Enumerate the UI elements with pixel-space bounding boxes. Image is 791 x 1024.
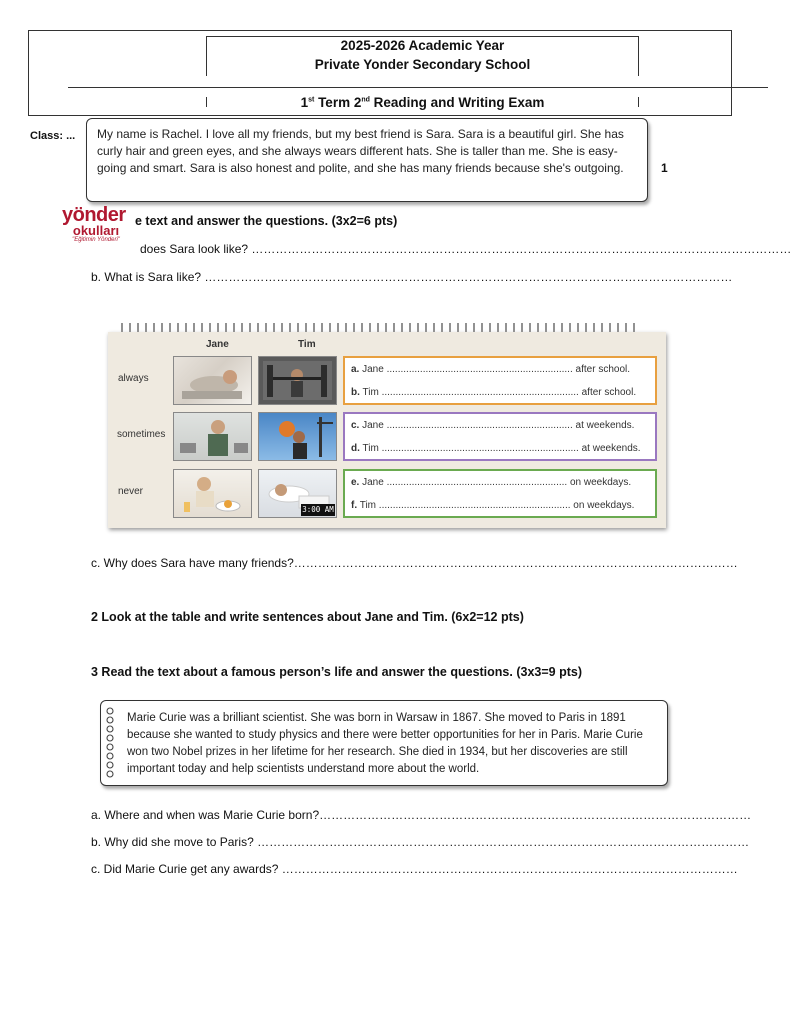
row-sometimes: sometimes	[117, 429, 166, 440]
logo-wordmark: yönder	[62, 204, 126, 226]
academic-year: 2025-2026 Academic Year	[340, 38, 505, 53]
q3-question-a: a. Where and when was Marie Curie born?………………………………………………………………………………………………	[91, 808, 752, 822]
row-never: never	[118, 486, 144, 497]
line-c[interactable]: c. Jane ................................................................... at weekends.	[351, 420, 635, 431]
spiral-edge	[103, 705, 117, 783]
q1-question-b: b. What is Sara like? ……………………………………………………………………………………………………………………	[91, 270, 733, 284]
q3-question-c: c. Did Marie Curie get any awards? ……………………………………………………………………………………………………	[91, 862, 738, 876]
line-e[interactable]: e. Jane ................................................................. on weekdays.	[351, 477, 632, 488]
logo-tagline: "Eğitimin Yönderi"	[72, 237, 120, 243]
jane-sports-image	[173, 412, 252, 461]
header-divider	[68, 87, 768, 88]
school-name: Private Yonder Secondary School	[314, 57, 531, 72]
q1-passage: My name is Rachel. I love all my friends, but my best friend is Sara. Sara is a beautiful girl. She has curly hair and green eyes, and she always wears different hats. She is taller than me. She is easy-going and smart. Sara is also honest and polite, and she has many friends because she's outgoing.	[97, 127, 624, 175]
jane-relaxing-image	[173, 356, 252, 405]
clock-display: 3:00 AM	[302, 505, 334, 514]
line-f[interactable]: f. Tim ..................................................................... on weekdays.	[351, 500, 635, 511]
answer-box-never	[343, 469, 657, 518]
exam-title: 1st Term 2nd Reading and Writing Exam	[300, 95, 545, 110]
line-b[interactable]: b. Tim ....................................................................... after school.	[351, 387, 637, 398]
q1-instruction: e text and answer the questions. (3x2=6 pts)	[135, 214, 398, 228]
question-1-number: 1	[661, 161, 668, 175]
school-logo	[62, 206, 130, 250]
q1-question-a: does Sara look like? ………………………………………………………………………………………………………………………	[140, 242, 791, 256]
class-label: Class: ...	[30, 130, 76, 142]
q2-heading: 2 Look at the table and write sentences about Jane and Tim. (6x2=12 pts)	[91, 610, 524, 624]
q3-passage-box	[100, 700, 668, 786]
answer-box-always	[343, 356, 657, 405]
q3-question-b: b. Why did she move to Paris? ……………………………………………………………………………………………………………	[91, 835, 750, 849]
column-tim: Tim	[298, 339, 316, 350]
row-always: always	[118, 373, 149, 384]
column-jane: Jane	[206, 339, 229, 350]
q3-heading: 3 Read the text about a famous person’s life and answer the questions. (3x3=9 pts)	[91, 665, 582, 679]
q1-passage-box	[86, 118, 648, 202]
q1-question-c: c. Why does Sara have many friends?…………………………………………………………………………………………………	[91, 556, 738, 570]
jane-breakfast-image	[173, 469, 252, 518]
tim-basketball-image	[258, 412, 337, 461]
q3-passage: Marie Curie was a brilliant scientist. She was born in Warsaw in 1867. She moved to Paris in 1891 because she wanted to study physics and there were better opportunities for her in Paris. Marie Curie won two Nobel prizes in her lifetime for her research. She died in 1934, but her discoveries are still important today and help scientists understand more about the world.	[127, 712, 643, 775]
logo-subtitle: okulları	[72, 223, 120, 238]
line-a[interactable]: a. Jane ................................................................... after school.	[351, 364, 631, 375]
line-d[interactable]: d. Tim ....................................................................... at weekends.	[351, 443, 641, 454]
tim-gym-image	[258, 356, 337, 405]
answer-box-sometimes	[343, 412, 657, 461]
